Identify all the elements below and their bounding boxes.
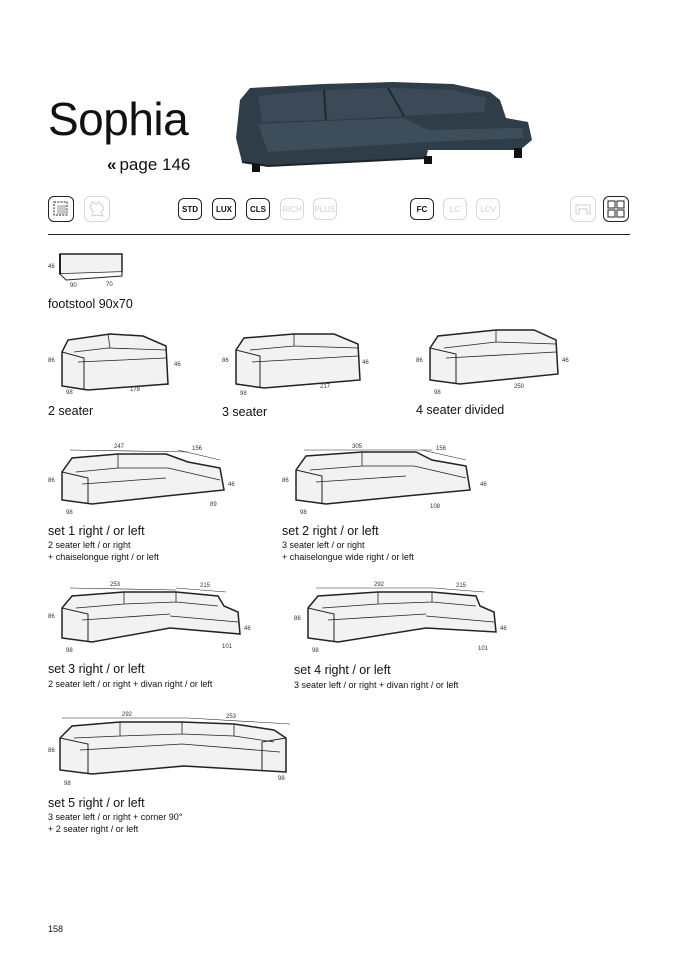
dim-chaise-length: 156 (436, 446, 447, 452)
two-seater-drawing (48, 328, 188, 396)
badge-lux[interactable]: LUX (212, 198, 236, 220)
dim-divan-length: 215 (200, 583, 211, 589)
fabric-swatch-icon[interactable] (48, 196, 74, 222)
set-2-drawing (282, 440, 492, 520)
dim-width: 217 (320, 384, 331, 390)
set-5-drawing (48, 708, 298, 788)
page-reference-text: page 146 (119, 155, 191, 174)
dim-divan-width: 101 (222, 644, 233, 650)
dim-height: 86 (282, 478, 289, 484)
page-number: 158 (48, 924, 64, 934)
dim-chaise-width: 89 (210, 502, 217, 508)
dim-height: 86 (294, 616, 301, 622)
dim-height: 86 (416, 358, 423, 364)
footstool-drawing (48, 250, 138, 292)
badge-fc[interactable]: FC (410, 198, 434, 220)
element-desc-set-1-line-2: + chaiselongue right / or left (48, 552, 159, 562)
element-desc-set-2-line-2: + chaiselongue wide right / or left (282, 552, 414, 562)
divider (48, 234, 630, 235)
dim-depth: 70 (106, 282, 113, 288)
dim-length: 247 (114, 444, 125, 450)
four-seater-drawing (416, 326, 574, 396)
dim-seat-height: 46 (362, 360, 369, 366)
badge-cls[interactable]: CLS (246, 198, 270, 220)
element-desc-set-1-line-1: 2 seater left / or right (48, 540, 131, 550)
element-label-set-2: set 2 right / or left (282, 524, 379, 538)
dim-depth-right: 98 (278, 776, 285, 782)
armrest-option-icon[interactable] (570, 196, 596, 222)
dim-seat-height: 46 (244, 626, 251, 632)
dim-height: 86 (48, 358, 55, 364)
dim-length-right: 253 (226, 714, 237, 720)
element-label-footstool: footstool 90x70 (48, 297, 133, 311)
dim-depth: 98 (66, 390, 73, 396)
dim-chaise-length: 156 (192, 446, 203, 452)
element-label-set-4: set 4 right / or left (294, 663, 391, 677)
dim-seat-height: 46 (500, 626, 507, 632)
dim-depth: 98 (312, 648, 319, 654)
badge-std[interactable]: STD (178, 198, 202, 220)
dim-seat-height: 46 (480, 482, 487, 488)
dim-length-left: 292 (122, 712, 133, 718)
dim-depth: 98 (300, 510, 307, 516)
dim-height: 46 (48, 264, 55, 270)
set-1-drawing (48, 440, 248, 520)
element-label-set-3: set 3 right / or left (48, 662, 145, 676)
dim-height: 86 (48, 614, 55, 620)
element-label-2-seater: 2 seater (48, 404, 94, 418)
element-label-3-seater: 3 seater (222, 405, 268, 419)
dim-seat-height: 46 (562, 358, 569, 364)
dim-depth: 98 (66, 510, 73, 516)
dim-height: 86 (48, 748, 55, 754)
element-label-4-seater: 4 seater divided (416, 403, 505, 417)
chevron-left-icon: « (107, 155, 117, 174)
dim-seat-height: 46 (228, 482, 235, 488)
dim-divan-length: 215 (456, 583, 467, 589)
dim-depth: 98 (66, 648, 73, 654)
dim-chaise-width: 108 (430, 504, 441, 510)
dim-height: 86 (48, 478, 55, 484)
badge-lcv[interactable]: LCV (476, 198, 500, 220)
dim-width: 90 (70, 283, 77, 289)
dim-length: 253 (110, 582, 121, 588)
element-desc-set-3-line-1: 2 seater left / or right + divan right / or left (48, 679, 213, 689)
dim-seat-height: 46 (174, 362, 181, 368)
element-label-set-1: set 1 right / or left (48, 524, 145, 538)
dim-width: 250 (514, 384, 525, 390)
element-desc-set-2-line-1: 3 seater left / or right (282, 540, 365, 550)
element-desc-set-4-line-1: 3 seater left / or right + divan right / or left (294, 680, 459, 690)
dim-depth-left: 98 (64, 781, 71, 787)
element-desc-set-5-line-1: 3 seater left / or right + corner 90° (48, 812, 183, 822)
dim-depth: 98 (434, 390, 441, 396)
badge-lc[interactable]: LC (443, 198, 467, 220)
leather-hide-icon[interactable] (84, 196, 110, 222)
page-reference[interactable] (107, 156, 190, 173)
set-4-drawing (294, 578, 514, 658)
sofa-photo (228, 78, 538, 174)
badge-rich[interactable]: RICH (280, 198, 304, 220)
element-label-set-5: set 5 right / or left (48, 796, 145, 810)
dim-width: 178 (130, 387, 141, 393)
dim-length: 305 (352, 444, 363, 450)
page-title: Sophia (48, 93, 189, 145)
dim-height: 86 (222, 358, 229, 364)
dim-depth: 98 (240, 391, 247, 397)
dim-length: 292 (374, 582, 385, 588)
three-seater-drawing (222, 328, 372, 396)
dim-divan-width: 101 (478, 646, 489, 652)
element-desc-set-5-line-2: + 2 seater right / or left (48, 824, 139, 834)
modular-config-icon[interactable] (603, 196, 629, 222)
badge-plus[interactable]: PLUS (313, 198, 337, 220)
set-3-drawing (48, 578, 258, 658)
